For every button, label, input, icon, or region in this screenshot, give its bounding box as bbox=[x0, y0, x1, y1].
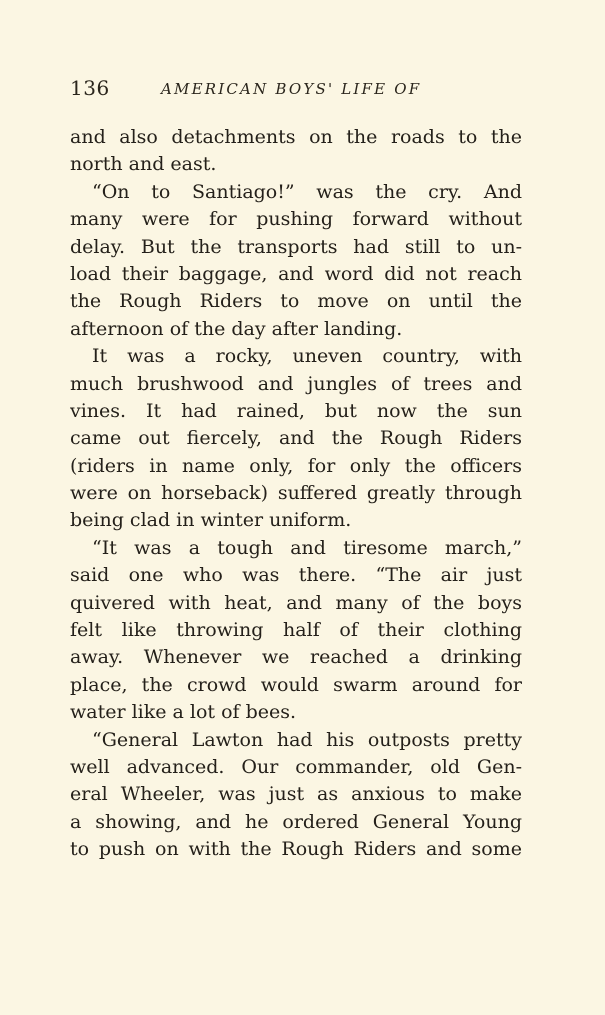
text-line: the Rough Riders to move on until the bbox=[70, 290, 522, 313]
text-line: said one who was there. “The air just bbox=[70, 564, 522, 587]
text-line: felt like throwing half of their clothing bbox=[70, 619, 522, 642]
text-line: north and east. bbox=[70, 153, 217, 176]
text-line: It was a rocky, uneven country, with bbox=[92, 345, 522, 368]
page-header bbox=[70, 76, 530, 106]
text-line: delay. But the transports had still to un- bbox=[70, 235, 522, 258]
text-line: being clad in winter uniform. bbox=[70, 509, 352, 532]
text-line: “General Lawton had his outposts pretty bbox=[92, 728, 522, 751]
body-text bbox=[70, 124, 522, 864]
text-line: came out fiercely, and the Rough Riders bbox=[70, 427, 522, 450]
text-line: afternoon of the day after landing. bbox=[70, 317, 403, 340]
text-line: a showing, and he ordered General Young bbox=[70, 810, 522, 833]
text-line: load their baggage, and word did not reach bbox=[70, 262, 522, 285]
page-number: 136 bbox=[70, 76, 110, 100]
text-line: were on horseback) suffered greatly through bbox=[70, 482, 522, 505]
text-line: well advanced. Our commander, old Gen- bbox=[70, 755, 522, 778]
running-title: AMERICAN BOYS' LIFE OF bbox=[161, 80, 422, 98]
text-line: (riders in name only, for only the officers bbox=[70, 454, 522, 477]
text-line: to push on with the Rough Riders and some bbox=[70, 838, 522, 861]
text-line: much brushwood and jungles of trees and bbox=[70, 372, 522, 395]
text-line: vines. It had rained, but now the sun bbox=[70, 399, 522, 422]
text-line: eral Wheeler, was just as anxious to make bbox=[70, 783, 522, 806]
text-line: away. Whenever we reached a drinking bbox=[70, 646, 522, 669]
text-line: quivered with heat, and many of the boys bbox=[70, 591, 522, 614]
text-line: “It was a tough and tiresome march,” bbox=[92, 536, 522, 559]
text-line: and also detachments on the roads to the bbox=[70, 126, 522, 148]
text-line: place, the crowd would swarm around for bbox=[70, 673, 522, 696]
text-line: water like a lot of bees. bbox=[70, 701, 297, 724]
text-line: many were for pushing forward without bbox=[70, 208, 522, 231]
text-line: “On to Santiago!” was the cry. And bbox=[92, 180, 522, 203]
